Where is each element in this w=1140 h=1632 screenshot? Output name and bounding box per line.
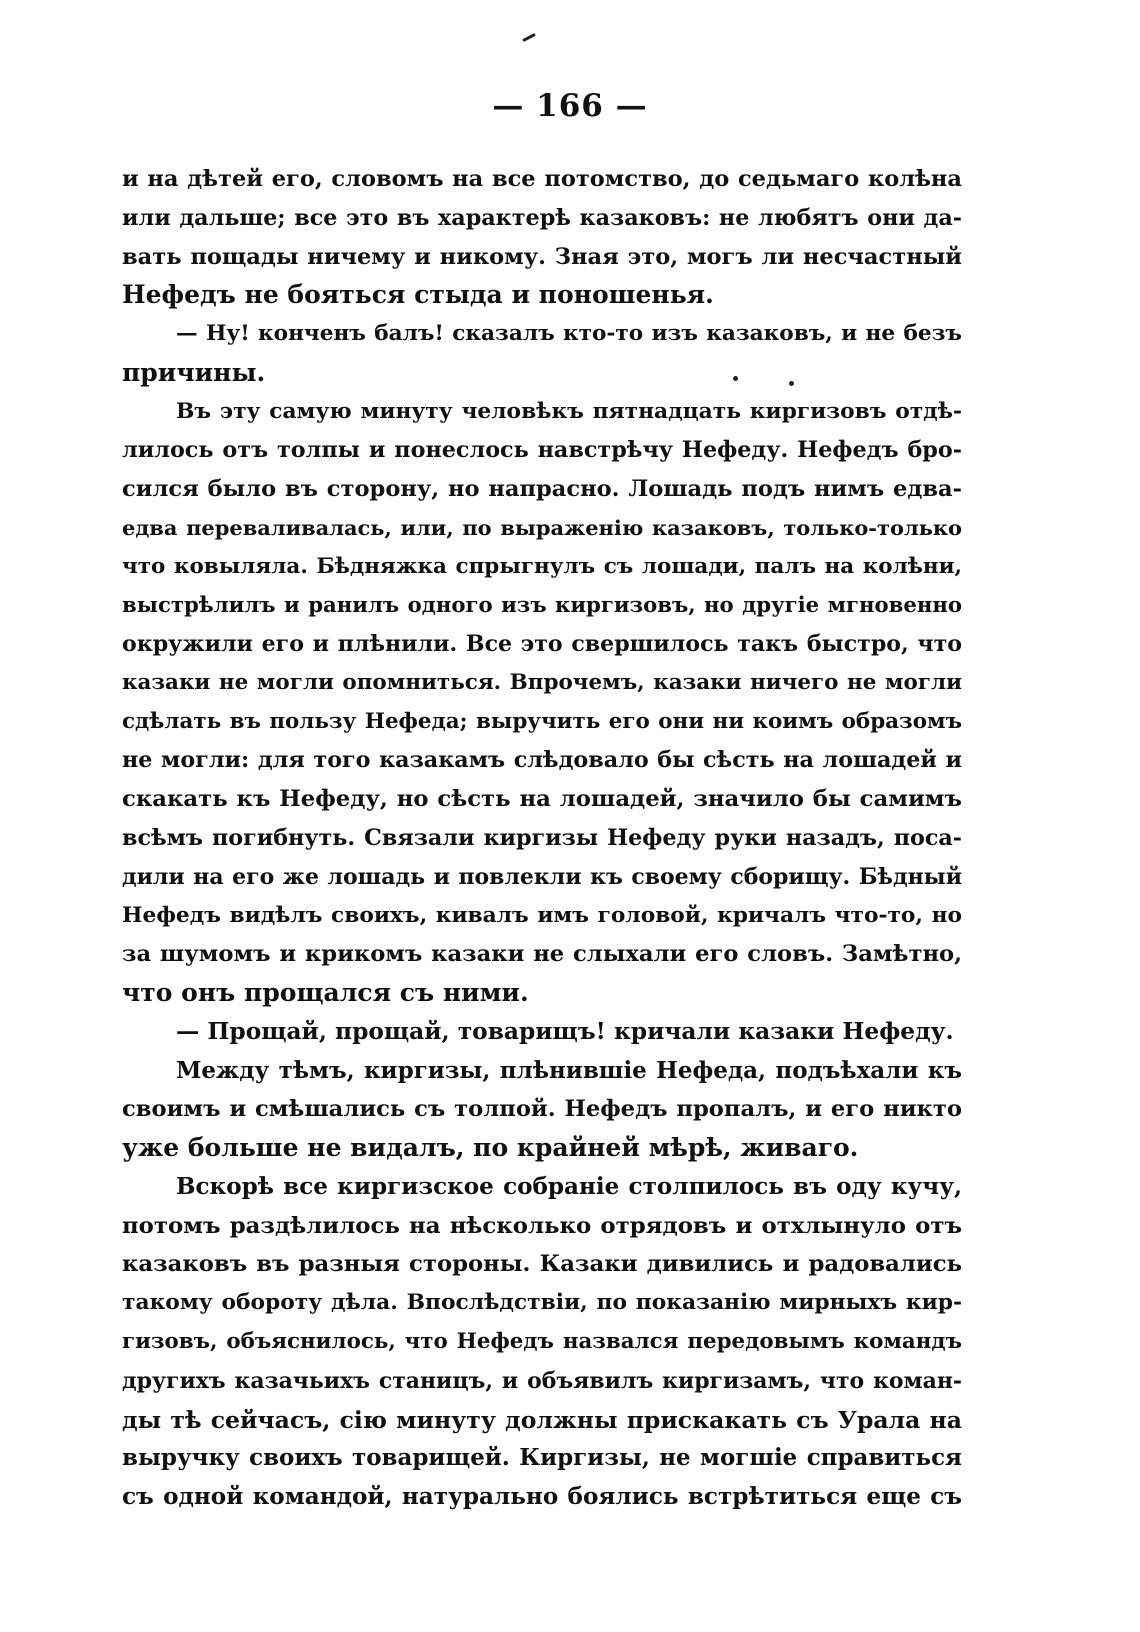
text-line: Нефедъ видѣлъ своихъ, кивалъ имъ головой, кричалъ что-то, но [122, 902, 962, 928]
text-line: выручку своихъ товарищей. Киргизы, не могшіе справиться [122, 1444, 962, 1472]
text-line: сдѣлать въ пользу Нефеда; выручить его они ни коимъ образомъ [122, 708, 962, 734]
text-line: за шумомъ и крикомъ казаки не слыхали его словъ. Замѣтно, [122, 941, 962, 968]
body-text [122, 160, 962, 1517]
text-line: потомъ раздѣлилось на нѣсколько отрядовъ и отхлынуло отъ [122, 1212, 962, 1239]
text-line: едва переваливалась, или, по выраженію казаковъ, только-только [122, 514, 962, 540]
text-line: выстрѣлилъ и ранилъ одного изъ киргизовъ, но другіе мгновенно [122, 592, 962, 618]
text-line: съ одной командой, натурально боялись встрѣтиться еще съ [122, 1483, 962, 1511]
text-line: казаковъ въ разныя стороны. Казаки дивились и радовались [122, 1251, 962, 1278]
text-line: другихъ казачьихъ станицъ, и объявилъ киргизамъ, что коман- [122, 1367, 962, 1394]
text-line: и на дѣтей его, словомъ на все потомство, до седьмаго колѣна [122, 166, 962, 192]
text-line: что ковыляла. Бѣдняжка спрыгнулъ съ лошади, палъ на колѣни, [122, 553, 962, 579]
text-line: причины. [122, 357, 266, 387]
text-line: окружили его и плѣнили. Все это свершилось такъ быстро, что [122, 631, 962, 658]
text-line: Вскорѣ все киргизское собраніе столпилось въ оду кучу, [176, 1172, 962, 1200]
page-number: — 166 — [492, 88, 648, 124]
text-line: казаки не могли опомниться. Впрочемъ, казаки ничего не могли [122, 669, 962, 695]
text-line: скакать къ Нефеду, но сѣсть на лошадей, значило бы самимъ [122, 786, 962, 813]
text-line: такому обороту дѣла. Впослѣдствіи, по показанію мирныхъ кир- [122, 1290, 962, 1316]
text-line: вать пощады ничему и никому. Зная это, могъ ли несчастный [122, 243, 962, 270]
ink-mark [522, 33, 536, 42]
text-line: уже больше не видалъ, по крайней мѣрѣ, живаго. [122, 1133, 859, 1163]
text-line: не могли: для того казакамъ слѣдовало бы сѣсть на лошадей и [122, 747, 962, 774]
text-line: Въ эту самую минуту человѣкъ пятнадцать киргизовъ отдѣ- [176, 398, 962, 424]
text-line: ды тѣ сейчасъ, сію минуту должны прискакать съ Урала на [122, 1405, 962, 1434]
text-line: лилось отъ толпы и понеслось навстрѣчу Нефеду. Нефедъ бро- [122, 437, 962, 464]
text-line: сился было въ сторону, но напрасно. Лошадь подъ нимъ едва- [122, 476, 962, 503]
text-line: — Ну! конченъ балъ! сказалъ кто-то изъ казаковъ, и не безъ [176, 321, 962, 347]
text-line: Нефедъ не бояться стыда и поношенья. [122, 280, 714, 310]
text-line: — Прощай, прощай, товарищъ! кричали казаки Нефеду. [176, 1017, 954, 1045]
text-line: своимъ и смѣшались съ толпой. Нефедъ пропалъ, и его никто [122, 1096, 962, 1123]
text-line: всѣмъ погибнуть. Связали киргизы Нефеду руки назадъ, поса- [122, 825, 962, 852]
text-line: что онъ прощался съ ними. [122, 978, 529, 1008]
text-line: дили на его же лошадь и повлекли къ своему сборищу. Бѣдный [122, 863, 962, 890]
text-line: Между тѣмъ, киргизы, плѣнившіе Нефеда, подъѣхали къ [176, 1056, 962, 1084]
text-line: или дальше; все это въ характерѣ казаковъ: не любятъ они да- [122, 204, 962, 231]
text-line: гизовъ, объяснилось, что Нефедъ назвался передовымъ командъ [122, 1328, 962, 1354]
